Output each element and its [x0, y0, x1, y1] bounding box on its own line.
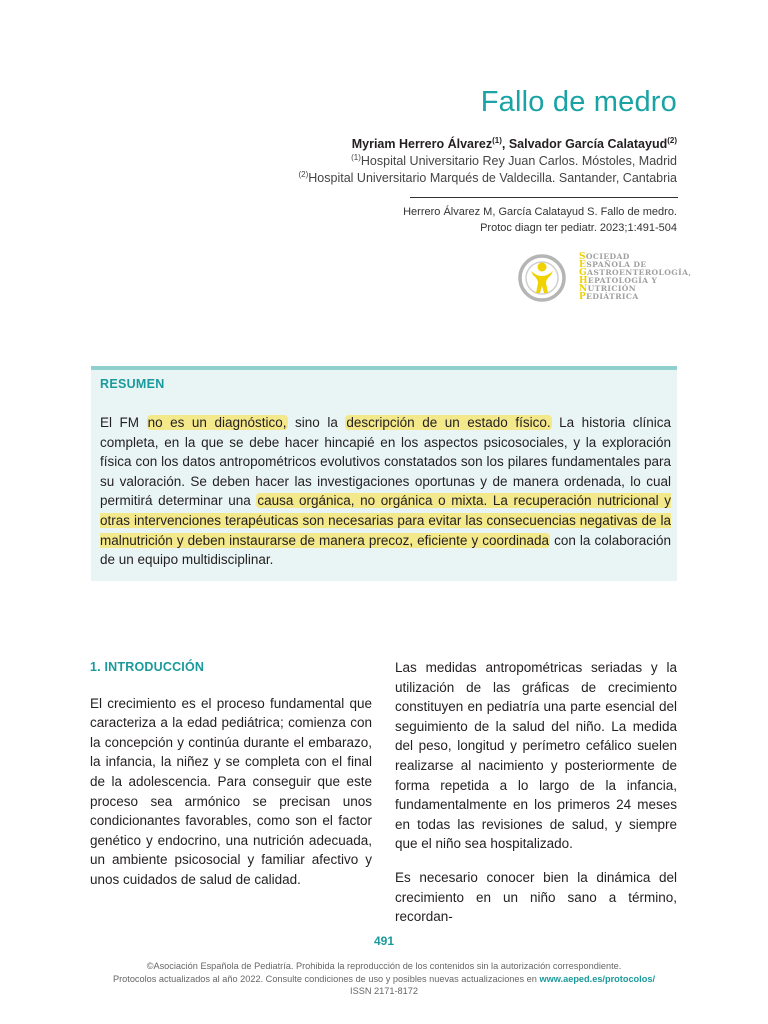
highlighted-text: causa orgánica, no orgánica o mixta. La recuperación nutricional y otras intervenciones terapéuticas son necesarias para evitar las consecuencias negativas de la malnutrición y deben instaurarse de manera precoz, eficiente y coordinada: [100, 493, 671, 548]
logo-line: PEDIÁTRICA: [579, 292, 639, 303]
section-heading: 1. INTRODUCCIÓN: [90, 660, 205, 674]
summary-segment: sino la: [287, 415, 346, 430]
summary-text: [100, 413, 671, 570]
society-logo: [517, 251, 692, 303]
author-separator: ,: [501, 137, 509, 151]
affiliation-marker: (2): [298, 170, 309, 179]
affiliation-2: [299, 170, 678, 185]
summary-heading: RESUMEN: [100, 377, 165, 391]
affiliation-text: Hospital Universitario Rey Juan Carlos. Móstoles, Madrid: [360, 154, 677, 168]
author-line: [352, 136, 677, 151]
page-footer: [0, 960, 768, 998]
logo-line: ESPAÑOLA DE: [579, 260, 647, 271]
affiliation-text: Hospital Universitario Marqués de Valdecilla. Santander, Cantabria: [308, 171, 677, 185]
logo-line: NUTRICIÓN: [579, 284, 637, 295]
citation: [403, 204, 677, 236]
footer-update-line: Protocolos actualizados al año 2022. Consulte condiciones de uso y posibles nuevas actualizaciones en www.aeped.es/protocolos/: [112, 973, 656, 984]
summary-segment: con la colaboración de un equipo multidisciplinar.: [100, 532, 671, 568]
affiliation-marker: (1): [492, 136, 502, 145]
body-column-right: [395, 658, 677, 941]
logo-wordmark: [579, 253, 691, 302]
body-column-left: [90, 658, 372, 904]
body-paragraph: Es necesario conocer bien la dinámica del crecimiento en un niño sano a término, recordan-: [395, 869, 677, 925]
summary-box: [91, 366, 677, 581]
affiliation-marker: (1): [351, 153, 361, 162]
body-paragraph: El crecimiento es el proceso fundamental que caracteriza a la edad pediátrica; comienza con la concepción y continúa durante el embarazo, la infancia, la niñez y se completa con el final de la adolescencia. Para conseguir que este proceso sea armónico se precisan unos condicionantes favorables, como son el factor genético y endocrino, una nutrición adecuada, un ambiente psicosocial y familiar afectivo y unos cuidados de salud de calidad.: [90, 695, 372, 887]
logo-line: GASTROENTEROLOGÍA,: [579, 268, 692, 279]
affiliation-1: [351, 153, 677, 168]
summary-segment: La historia clínica completa, en la que se debe hacer hincapié en los aspectos psicosociales, y la exploración física con los datos antropométricos evolutivos constatados son los pilares fundamentales para su valoración. Se deben hacer las investigaciones oportunas y de manera ordenada, lo cual permitirá determinar una: [100, 415, 671, 509]
copyright-line: ©Asociación Española de Pediatría. Prohibida la reproducción de los contenidos sin la autorización correspondiente.: [146, 961, 622, 971]
article-title: Fallo de medro: [480, 86, 677, 118]
citation-line: Protoc diagn ter pediatr. 2023;1:491-504: [480, 222, 677, 234]
highlighted-text: descripción de un estado físico.: [346, 415, 551, 430]
citation-line: Herrero Álvarez M, García Calatayud S. Fallo de medro.: [403, 206, 677, 218]
issn: ISSN 2171-8172: [350, 986, 418, 996]
protocols-link[interactable]: www.aeped.es/protocolos/: [539, 973, 656, 984]
body-paragraph: Las medidas antropométricas seriadas y la utilización de las gráficas de crecimiento constituyen en pediatría una parte esencial del seguimiento de la salud del niño. La medida del peso, longitud y perímetro cefálico suelen realizarse al nacimiento y posteriormente de forma repetida a lo largo de la infancia, fundamentalmente en los primeros 24 meses en todas las revisiones de salud, y siempre que el niño sea hospitalizado.: [395, 660, 677, 852]
author-name: Myriam Herrero Álvarez: [351, 137, 493, 151]
affiliation-marker: (2): [667, 136, 677, 145]
highlighted-text: no es un diagnóstico,: [147, 415, 287, 430]
logo-line: HEPATOLOGÍA Y: [579, 276, 658, 287]
page-number: 491: [373, 934, 395, 948]
summary-segment: El FM: [100, 415, 147, 430]
header-divider: [410, 197, 678, 198]
seghnp-logo-icon: [517, 251, 567, 303]
author-name: Salvador García Calatayud: [508, 137, 668, 151]
logo-line: SOCIEDAD: [579, 252, 630, 262]
